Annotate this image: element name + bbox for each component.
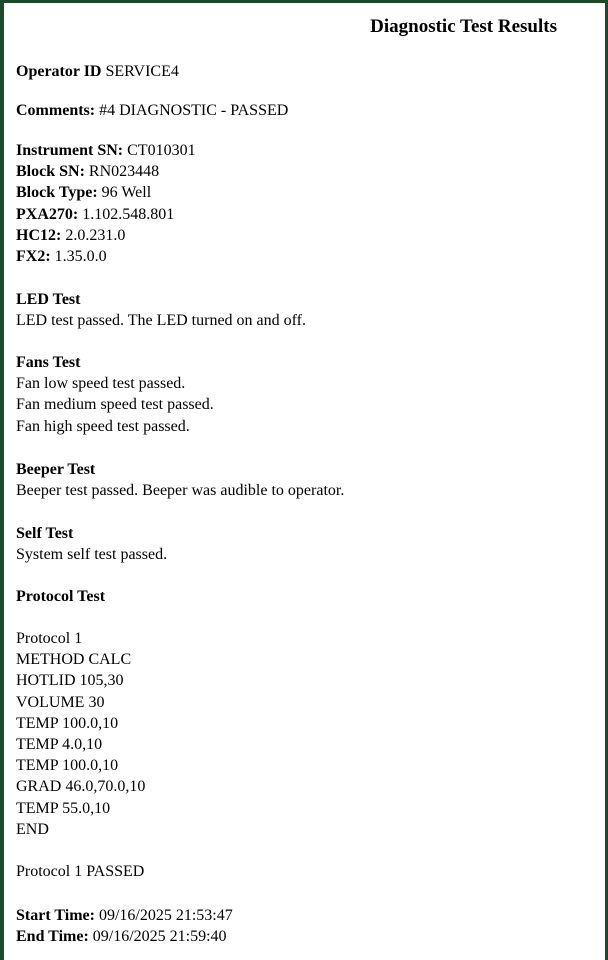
fans-test-line: Fan medium speed test passed. [16,396,214,414]
block-sn-row [16,161,196,182]
instrument-info [16,140,196,267]
pxa270-value: 1.102.548.801 [82,205,175,223]
protocol-step: TEMP 100.0,10 [16,714,119,732]
operator-value: SERVICE4 [105,63,179,80]
operator-label: Operator ID [16,63,102,80]
block-type-value: 96 Well [101,184,152,202]
block-type-label: Block Type: [16,184,98,202]
protocol-test-section [16,586,105,607]
start-time-label: Start Time: [16,907,95,924]
fans-test-section [16,352,214,437]
comments-value: #4 DIAGNOSTIC - PASSED [99,102,289,119]
self-test-heading: Self Test [16,525,74,542]
fans-test-line: Fan high speed test passed. [16,417,190,435]
start-time-row [16,905,233,926]
fx2-value: 1.35.0.0 [54,248,107,266]
instrument-sn-label: Instrument SN: [16,142,124,159]
fans-test-line: Fan low speed test passed. [16,375,186,393]
protocol-step: HOTLID 105,30 [16,672,124,690]
protocol-test-heading: Protocol Test [16,588,106,605]
block-type-row [16,182,196,203]
fx2-label: FX2: [16,248,51,266]
timing-section [16,905,233,947]
pxa270-label: PXA270: [16,205,79,223]
protocol-step: TEMP 100.0,10 [16,757,119,775]
protocol-step: TEMP 55.0,10 [16,799,111,817]
protocol-step: END [16,820,49,838]
protocol-step: GRAD 46.0,70.0,10 [16,778,146,796]
protocol-step: VOLUME 30 [16,693,105,711]
protocol-result: Protocol 1 PASSED [16,863,145,880]
start-time-value: 09/16/2025 21:53:47 [98,907,233,924]
comments-row [16,100,288,121]
pxa270-row [16,204,196,225]
protocol-step: Protocol 1 [16,630,83,647]
protocol-steps [16,628,145,840]
instrument-sn-value: CT010301 [127,142,196,159]
comments-label: Comments: [16,102,96,119]
beeper-test-section [16,459,344,501]
operator-row [16,61,179,82]
block-sn-label: Block SN: [16,163,85,181]
self-test-line: System self test passed. [16,546,168,564]
led-test-line: LED test passed. The LED turned on and off. [16,312,307,330]
fans-test-heading: Fans Test [16,354,81,371]
end-time-row [16,926,233,947]
protocol-step: TEMP 4.0,10 [16,736,103,754]
end-time-label: End Time: [16,928,89,946]
instrument-sn-row [16,140,196,161]
hc12-value: 2.0.231.0 [65,226,126,244]
self-test-section [16,523,167,565]
led-test-section [16,289,306,331]
block-sn-value: RN023448 [88,163,160,181]
hc12-row [16,225,196,246]
led-test-heading: LED Test [16,291,81,308]
end-time-value: 09/16/2025 21:59:40 [92,928,227,946]
beeper-test-line: Beeper test passed. Beeper was audible to operator. [16,482,345,500]
fx2-row [16,246,196,267]
protocol-step: METHOD CALC [16,651,132,669]
hc12-label: HC12: [16,226,62,244]
beeper-test-heading: Beeper Test [16,461,96,478]
page-title: Diagnostic Test Results [370,16,557,37]
